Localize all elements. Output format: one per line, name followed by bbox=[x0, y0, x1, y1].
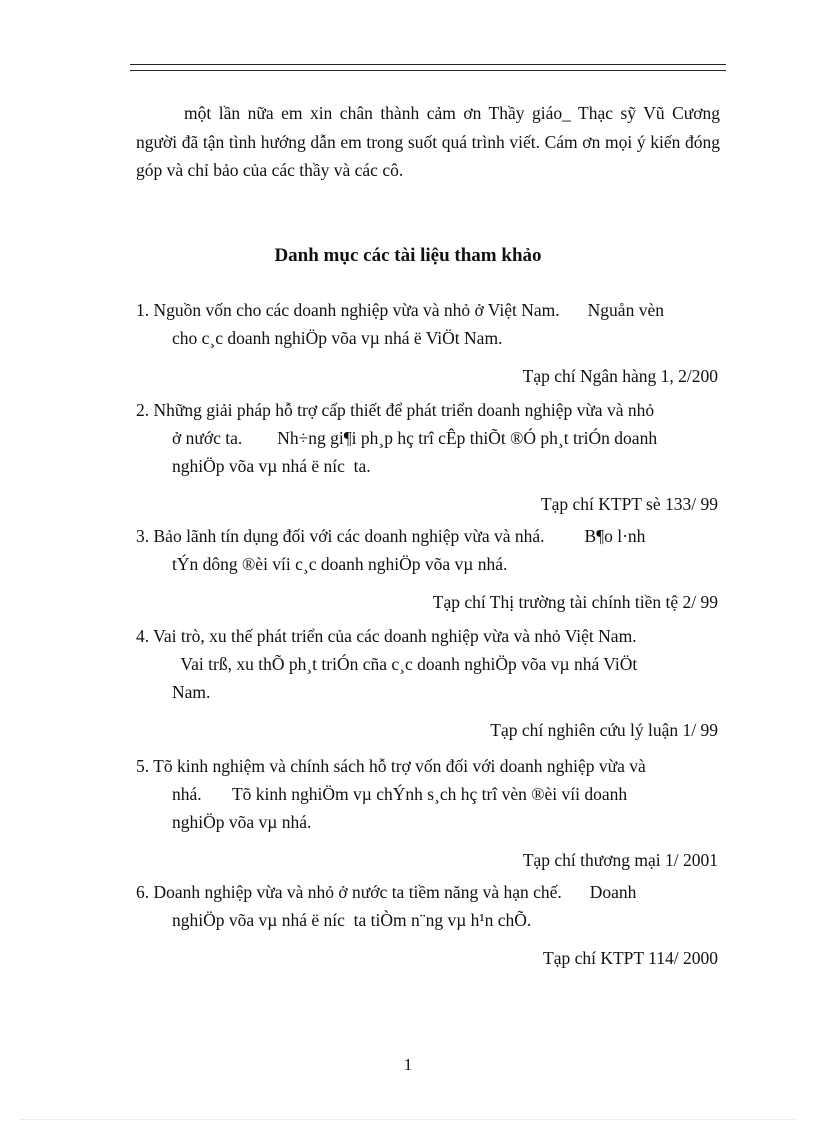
reference-source: Tạp chí Ngân hàng 1, 2/200 bbox=[522, 366, 718, 386]
page-bottom-border bbox=[20, 1119, 796, 1120]
header-rule-top bbox=[130, 64, 726, 65]
reference-item: 1. Nguồn vốn cho các doanh nghiệp vừa và nhỏ ở Việt Nam. Nguån vèn cho c¸c doanh nghiÖp võa vµ nhá ë ViÖt Nam. Tạp chí Ngân hàng 1, 2/200 bbox=[136, 296, 718, 390]
header-rule-bottom bbox=[130, 70, 726, 71]
intro-text: một lần nữa em xin chân thành cảm ơn Thầy giáo_ Thạc sỹ Vũ Cương người đã tận tình hướng dẫn em trong suốt quá trình viết. Cám ơn mọi ý kiến đóng góp và chỉ bảo của các thầy và các cô. bbox=[136, 103, 720, 180]
intro-paragraph bbox=[136, 99, 720, 185]
reference-source: Tạp chí KTPT sè 133/ 99 bbox=[540, 494, 718, 514]
page-number: 1 bbox=[403, 1055, 413, 1074]
reference-source: Tạp chí KTPT 114/ 2000 bbox=[543, 948, 718, 968]
reference-item: 3. Bảo lãnh tín dụng đối với các doanh nghiệp vừa và nhá. B¶o l·nh tÝn dông ®èi víi c¸c doanh nghiÖp võa vµ nhá. Tạp chí Thị trường tài chính tiền tệ 2/ 99 bbox=[136, 522, 718, 616]
reference-item: 2. Những giải pháp hỗ trợ cấp thiết để phát triển doanh nghiệp vừa và nhỏ ở nước ta. Nh÷ng gi¶i ph¸p hç trî cÊp thiÕt ®Ó ph¸t triÓn doanh nghiÖp võa vµ nhá ë níc ta. Tạp chí KTPT sè 133/ 99 bbox=[136, 396, 718, 518]
reference-item: 6. Doanh nghiệp vừa và nhỏ ở nước ta tiềm năng và hạn chế. Doanh nghiÖp võa vµ nhá ë níc ta tiÒm n¨ng vµ h¹n chÕ. Tạp chí KTPT 114/ 2000 bbox=[136, 878, 718, 972]
reference-source: Tạp chí thương mại 1/ 2001 bbox=[522, 850, 718, 870]
reference-source: Tạp chí Thị trường tài chính tiền tệ 2/ 99 bbox=[432, 592, 718, 612]
reference-item: 5. Tõ kinh nghiệm và chính sách hỗ trợ vốn đối với doanh nghiệp vừa và nhá. Tõ kinh nghiÖm vµ chÝnh s¸ch hç trî vèn ®èi víi doanh nghiÖp võa vµ nhá. Tạp chí thương mại 1/ 2001 bbox=[136, 752, 718, 874]
page-title: Danh mục các tài liệu tham khảo bbox=[274, 245, 542, 266]
reference-item: 4. Vai trò, xu thế phát triển của các doanh nghiệp vừa và nhỏ Việt Nam. Vai trß, xu thÕ ph¸t triÓn cña c¸c doanh nghiÖp võa vµ nhá ViÖt Nam. Tạp chí nghiên cứu lý luận 1/ 99 bbox=[136, 622, 718, 744]
reference-source: Tạp chí nghiên cứu lý luận 1/ 99 bbox=[490, 720, 718, 740]
